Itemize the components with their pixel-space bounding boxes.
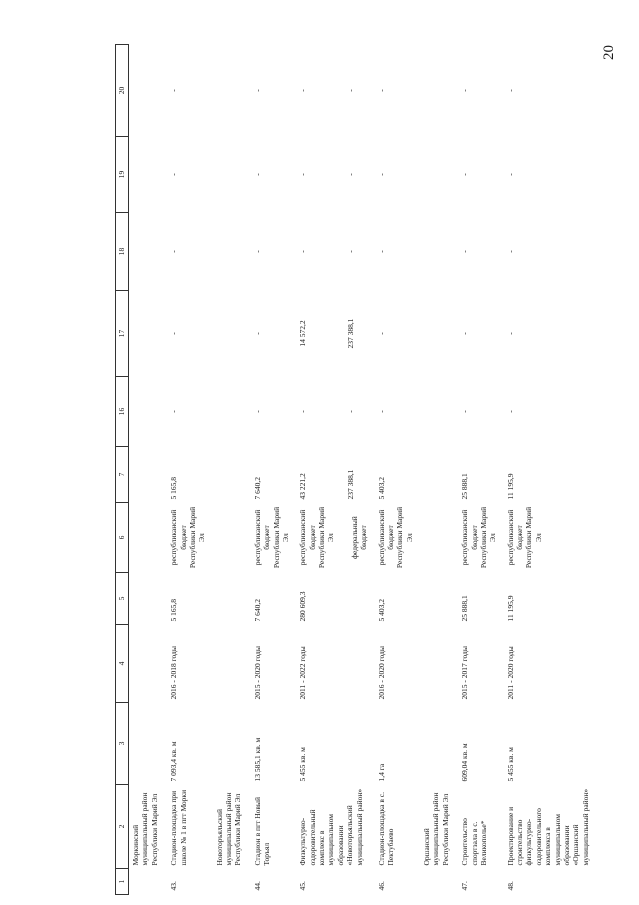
row-number: 46. <box>376 881 386 891</box>
col19-value: - <box>376 173 386 176</box>
table-row <box>504 45 596 895</box>
section-heading-orsha: Оршанский муниципальный район Республики Марий Эл <box>422 792 450 866</box>
total-amount: 5 403,2 <box>376 599 386 622</box>
funding-source: республиканский бюджет Республики Марий Эл <box>169 506 207 569</box>
total-amount: 280 609,3 <box>298 591 308 622</box>
object-name: Строительство спортзала в с. Великополье* <box>460 818 488 866</box>
col18-value: - <box>252 250 262 253</box>
col17-value: - <box>376 332 386 335</box>
funding-source: республиканский бюджет Республики Марий Эл <box>376 506 414 569</box>
col16-cell <box>296 377 374 447</box>
total-amount: 11 195,9 <box>505 595 515 622</box>
section-row <box>129 45 168 895</box>
capacity: 13 585,1 кв. м <box>252 737 262 782</box>
funding-source-federal: федеральный бюджет <box>349 516 369 559</box>
row-number: 43. <box>169 881 179 891</box>
col19-value-federal: - <box>345 173 355 176</box>
capacity: 609,04 кв. м <box>460 743 470 782</box>
column-header: 5 <box>116 573 129 625</box>
col16-value: - <box>169 410 179 413</box>
total-amount: 7 640,2 <box>252 599 262 622</box>
col17-value: - <box>169 332 179 335</box>
years: 2016 - 2018 годы <box>169 646 179 700</box>
col7-value: 5 403,2 <box>376 477 386 500</box>
years: 2015 - 2020 годы <box>252 646 262 700</box>
col19-value: - <box>460 173 470 176</box>
years: 2011 - 2022 годы <box>298 646 308 700</box>
section-row <box>213 45 251 895</box>
col18-value: - <box>505 250 515 253</box>
section-heading-novotoryal: Новоторъяльский муниципальный район Республики Марий Эл <box>214 792 243 866</box>
col17-value: - <box>460 332 470 335</box>
col20-value: - <box>298 89 308 92</box>
column-header: 7 <box>116 447 129 503</box>
capacity: 5 455 кв. м <box>298 747 308 782</box>
col18-value: - <box>169 250 179 253</box>
object-name: Проектирование и строительство физкультурно-оздоровительного комплекса в муниципальном образовании «Оршанский муниципальный район» <box>505 788 590 866</box>
col7-value: 25 888,1 <box>460 473 470 500</box>
program-table <box>115 44 596 895</box>
col20-value: - <box>169 89 179 92</box>
funding-source: республиканский бюджет Республики Марий Эл <box>298 506 336 569</box>
col18-cell <box>296 213 374 291</box>
table-row <box>458 45 504 895</box>
funding-source: республиканский бюджет Республики Марий Эл <box>460 506 498 569</box>
object-name: Стадион-площадка в с. Пектубаево <box>376 792 395 866</box>
col18-value-federal: - <box>345 250 355 253</box>
section-heading-morki: Моркинский муниципальный район Республики Марий Эл <box>131 792 159 866</box>
funding-source-cell <box>296 503 374 573</box>
column-header: 3 <box>116 703 129 785</box>
col7-value: 5 165,8 <box>169 477 179 500</box>
col7-value: 7 640,2 <box>252 477 262 500</box>
funding-source: республиканский бюджет Республики Марий Эл <box>505 506 543 569</box>
col20-value: - <box>376 89 386 92</box>
col17-value: - <box>252 332 262 335</box>
total-amount: 5 165,8 <box>169 599 179 622</box>
row-number: 45. <box>298 881 308 891</box>
table-row <box>296 45 374 895</box>
column-header: 6 <box>116 503 129 573</box>
col17-value-federal: 237 388,1 <box>345 318 355 349</box>
col16-value: - <box>298 410 308 413</box>
col20-value: - <box>460 89 470 92</box>
col18-value: - <box>460 250 470 253</box>
col20-value: - <box>252 89 262 92</box>
col18-value: - <box>298 250 308 253</box>
col19-value: - <box>505 173 515 176</box>
col16-value: - <box>252 410 262 413</box>
col17-cell <box>296 291 374 377</box>
col16-value: - <box>376 410 386 413</box>
total-amount: 25 888,1 <box>460 595 470 622</box>
col7-value-federal: 237 388,1 <box>345 469 355 500</box>
column-header: 18 <box>116 213 129 291</box>
col20-cell <box>296 45 374 137</box>
years: 2016 - 2020 годы <box>376 646 386 700</box>
section-row <box>420 45 458 895</box>
col16-value: - <box>505 410 515 413</box>
object-name: Стадион-площадка при школе № 1 в пгт Морки <box>169 789 188 866</box>
rotated-table-container <box>115 45 635 895</box>
column-header: 1 <box>116 869 129 895</box>
column-header: 19 <box>116 137 129 213</box>
col17-value: 14 572,2 <box>298 320 308 347</box>
years: 2011 - 2020 годы <box>505 646 515 700</box>
col16-value-federal: - <box>345 410 355 413</box>
page-number: 20 <box>601 45 617 60</box>
row-number: 47. <box>460 881 470 891</box>
funding-source: республиканский бюджет Республики Марий Эл <box>252 506 290 569</box>
column-header: 16 <box>116 377 129 447</box>
col16-value: - <box>460 410 470 413</box>
col19-value: - <box>252 173 262 176</box>
column-header: 4 <box>116 625 129 703</box>
col20-value-federal: - <box>345 89 355 92</box>
col20-value: - <box>505 89 515 92</box>
column-number-row <box>116 45 129 895</box>
col19-cell <box>296 137 374 213</box>
column-header: 20 <box>116 45 129 137</box>
col18-value: - <box>376 250 386 253</box>
row-number: 44. <box>252 881 262 891</box>
capacity: 7 093,4 кв. м <box>169 741 179 782</box>
table-row <box>251 45 297 895</box>
table-row <box>167 45 213 895</box>
table-row <box>375 45 421 895</box>
col7-value: 43 221,2 <box>298 473 308 500</box>
object-name: Стадион в пгт Новый Торъял <box>252 797 272 866</box>
col7-cell <box>296 447 374 503</box>
col19-value: - <box>298 173 308 176</box>
capacity: 5 455 кв. м <box>505 747 515 782</box>
years: 2015 - 2017 годы <box>460 646 470 700</box>
col7-value: 11 195,9 <box>505 473 515 500</box>
column-header: 2 <box>116 785 129 869</box>
col17-value: - <box>505 332 515 335</box>
row-number: 48. <box>505 881 515 891</box>
object-name: Физкультурно-оздоровительный комплекс в муниципальном образовании «Новоторъяльский муниципальный район» <box>298 788 364 866</box>
col19-value: - <box>169 173 179 176</box>
column-header: 17 <box>116 291 129 377</box>
capacity: 1,4 га <box>376 763 386 782</box>
